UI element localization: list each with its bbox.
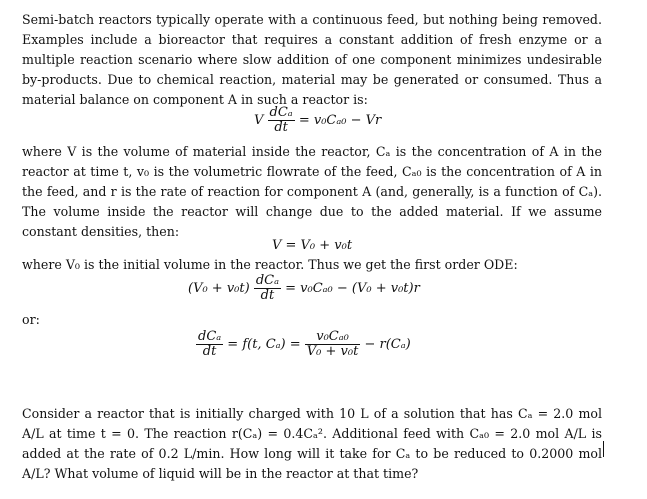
- eq4-tail: − r(Cₐ): [364, 337, 411, 352]
- eq1-lhs-prefix: V: [254, 113, 264, 128]
- eq4-middle: = f(t, Cₐ) =: [227, 337, 301, 352]
- eq4-fraction-numerator: v₀Cₐ₀: [305, 330, 361, 345]
- volume-equation: V = V₀ + v₀t: [272, 238, 353, 253]
- eq1-denominator: dt: [274, 120, 288, 135]
- variable-definitions-paragraph: where V is the volume of material inside the reactor, Cₐ is the concentration of A in the reactor at time t, v₀ is the volumetric flowrate of the feed, Cₐ₀ is the concentration of A in the feed, and r is the rate of reaction for component A (and, generally, is a function of Cₐ). The volume inside the reactor will change due to the added material. If we assume constant densities, then:: [22, 144, 602, 239]
- ode-equation: [188, 274, 420, 303]
- intro-paragraph: Semi-batch reactors typically operate with a continuous feed, but nothing being removed. Examples include a bioreactor that requires a constant addition of fresh enzyme or a multiple reaction scenario where slow addition of one component minimizes undesirable by-products. Due to chemical reaction, material may be generated or consumed. Thus a material balance on component A in such a reactor is:: [22, 12, 602, 107]
- eq3-derivative: [254, 274, 281, 303]
- or-label: or:: [22, 312, 40, 327]
- eq1-rhs: = v₀Cₐ₀ − Vr: [298, 113, 382, 128]
- problem-paragraph[interactable]: Consider a reactor that is initially charged with 10 L of a solution that has Cₐ = 2.0 mol A/L at time t = 0. The reaction r(Cₐ) = 0.4Cₐ². Additional feed with Cₐ₀ = 2.0 mol A/L is added at the rate of 0.2 L/min. How long will it take for Cₐ to be reduced to 0.2000 mol A/L? What volume of liquid will be in the reactor at that time?: [22, 406, 602, 481]
- eq3-numerator: dCₐ: [255, 273, 279, 288]
- text-cursor: [603, 441, 604, 457]
- eq3-lhs-prefix: (V₀ + v₀t): [188, 281, 250, 296]
- initial-volume-paragraph: where V₀ is the initial volume in the reactor. Thus we get the first order ODE:: [22, 257, 518, 272]
- eq1-numerator: dCₐ: [269, 105, 293, 120]
- eq4-fraction-denominator: V₀ + v₀t: [306, 344, 359, 359]
- eq4-fraction: [305, 330, 361, 359]
- eq4-numerator: dCₐ: [198, 329, 222, 344]
- ode-function-equation: [196, 330, 411, 359]
- eq4-denominator: dt: [202, 344, 217, 359]
- eq3-rhs: = v₀Cₐ₀ − (V₀ + v₀t)r: [285, 281, 420, 296]
- material-balance-equation: [254, 106, 381, 135]
- eq1-derivative: [268, 106, 295, 135]
- eq4-derivative: [196, 330, 223, 359]
- eq3-denominator: dt: [260, 288, 275, 303]
